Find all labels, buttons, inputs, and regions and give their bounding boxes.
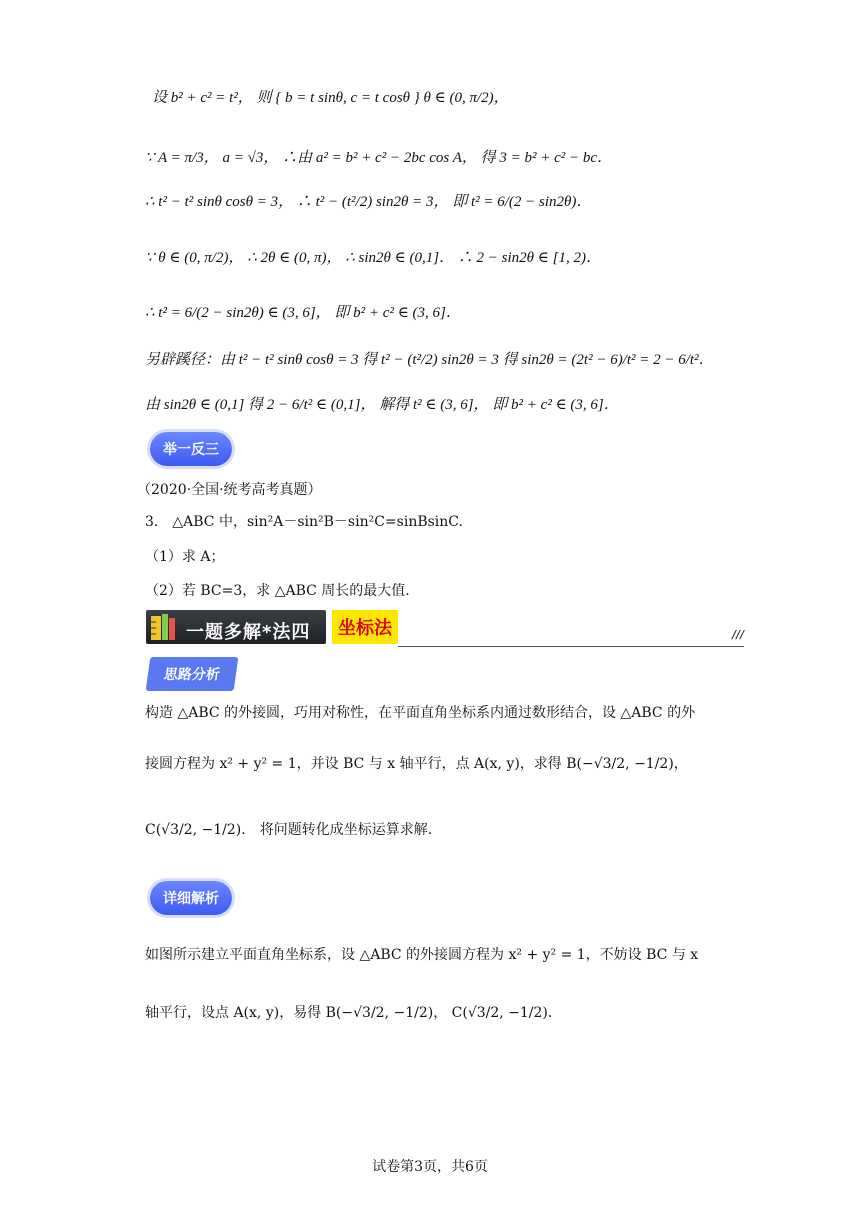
problem-stem: 3． △ABC 中，sin²A－sin²B－sin²C=sinBsinC. bbox=[145, 514, 463, 530]
detail-line-2: 轴平行，设点 A(x, y)，易得 B(−√3/2, −1/2)， C(√3/2, −1/2)． bbox=[145, 1005, 562, 1021]
banner-end-mark: /// bbox=[731, 628, 744, 641]
analysis-line-3: C(√3/2, −1/2)． 将问题转化成坐标运算求解. bbox=[145, 822, 433, 838]
solution-line-7: 由 sin2θ ∈ (0,1] 得 2 − 6/t² ∈ (0,1]， 解得 t² ∈ (3, 6]， 即 b² + c² ∈ (3, 6]． bbox=[145, 397, 619, 413]
solution-line-4: ∵ θ ∈ (0, π/2)， ∴ 2θ ∈ (0, π)， ∴ sin2θ ∈ (0,1]． ∴ 2 − sin2θ ∈ [1, 2)． bbox=[145, 250, 601, 266]
solution-line-5: ∴ t² = 6/(2 − sin2θ) ∈ (3, 6]， 即 b² + c² ∈ (3, 6]． bbox=[145, 305, 461, 321]
banner-title: 一题多解*法四 bbox=[186, 622, 311, 643]
analysis-line-1: 构造 △ABC 的外接圆，巧用对称性，在平面直角坐标系内通过数形结合，设 △ABC 的外 bbox=[145, 705, 696, 721]
ruler-pencil-icon bbox=[148, 610, 182, 644]
detail-line-1: 如图所示建立平面直角坐标系，设 △ABC 的外接圆方程为 x² + y² = 1，不妨设 BC 与 x bbox=[145, 947, 699, 963]
practice-badge: 举一反三 bbox=[150, 432, 232, 466]
problem-question-1: （1）求 A； bbox=[145, 549, 225, 565]
alternative-method-line: 另辟蹊径：由 t² − t² sinθ cosθ = 3 得 t² − (t²/2) sin2θ = 3 得 sin2θ = (2t² − 6)/t² = 2 − 6/t²． bbox=[145, 352, 714, 368]
solution-line-2: ∵ A = π/3， a = √3， ∴由 a² = b² + c² − 2bc cos A， 得 3 = b² + c² − bc． bbox=[145, 150, 613, 166]
detail-badge: 详细解析 bbox=[150, 881, 232, 915]
problem-question-2: （2）若 BC=3，求 △ABC 周长的最大值. bbox=[145, 583, 410, 599]
banner-rule bbox=[398, 646, 744, 647]
problem-source: （2020·全国·统考高考真题） bbox=[137, 482, 322, 498]
analysis-tag: 思路分析 bbox=[146, 657, 239, 691]
banner-method-label: 坐标法 bbox=[332, 610, 398, 644]
banner-dark-block bbox=[146, 610, 326, 644]
page-footer: 试卷第3页，共6页 bbox=[372, 1159, 488, 1175]
solution-line-1: 设 b² + c² = t²， 则 { b = t sinθ, c = t cosθ } θ ∈ (0, π/2)， bbox=[152, 90, 509, 106]
solution-line-3: ∴ t² − t² sinθ cosθ = 3， ∴ t² − (t²/2) sin2θ = 3， 即 t² = 6/(2 − sin2θ)． bbox=[145, 194, 592, 210]
analysis-line-2: 接圆方程为 x² + y² = 1，并设 BC 与 x 轴平行，点 A(x, y)，求得 B(−√3/2, −1/2)， bbox=[145, 756, 688, 772]
method-banner bbox=[146, 606, 746, 650]
